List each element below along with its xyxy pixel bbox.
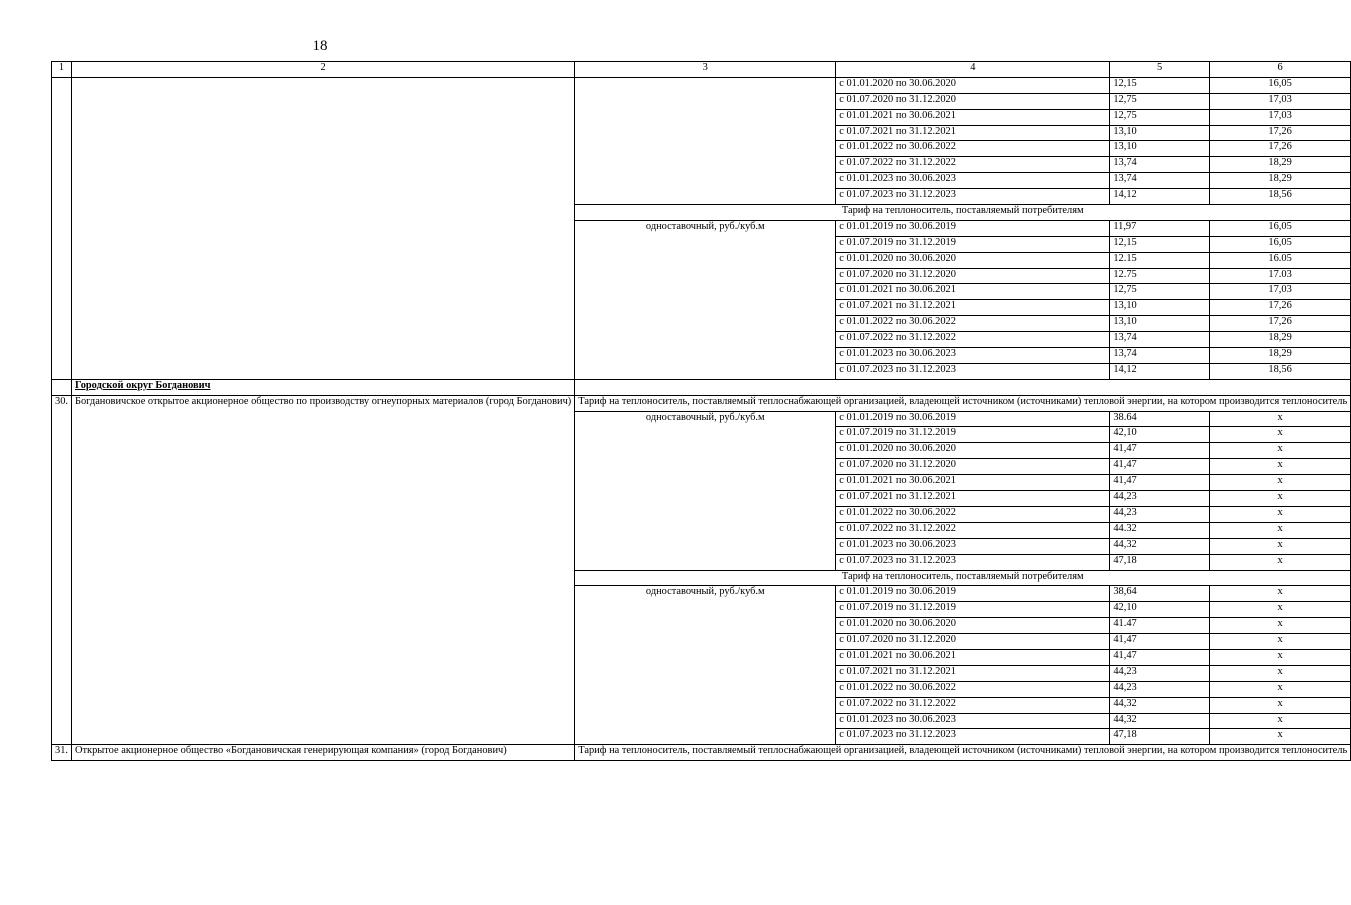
period-cell: с 01.07.2023 по 31.12.2023 — [836, 729, 1110, 745]
period-cell: с 01.07.2019 по 31.12.2019 — [836, 602, 1110, 618]
period-cell: с 01.07.2021 по 31.12.2021 — [836, 125, 1110, 141]
tariff-value-cell: х — [1209, 586, 1350, 602]
tariff-value-cell: 14,12 — [1110, 189, 1210, 205]
region-title — [72, 379, 575, 395]
period-cell: с 01.07.2020 по 31.12.2020 — [836, 268, 1110, 284]
tariff-value-cell: 44,32 — [1110, 697, 1210, 713]
period-cell: с 01.07.2022 по 31.12.2022 — [836, 522, 1110, 538]
tariff-value-cell: 12,75 — [1110, 109, 1210, 125]
tariff-value-cell: х — [1209, 681, 1350, 697]
tariff-value-cell: х — [1209, 459, 1350, 475]
tariff-value-cell: х — [1209, 411, 1350, 427]
blank-num-cell — [52, 379, 72, 395]
tariff-value-cell: 18,56 — [1209, 363, 1350, 379]
tariff-value-cell: 17.03 — [1209, 268, 1350, 284]
tariff-title: Тариф на теплоноситель, поставляемый теплоснабжающей организацией, владеющей источником (источниками) тепловой энергии, на котором производится теплоноситель — [575, 745, 1351, 761]
tariff-value-cell: 12,15 — [1110, 236, 1210, 252]
period-cell: с 01.01.2020 по 30.06.2020 — [836, 77, 1110, 93]
period-cell: с 01.07.2023 по 31.12.2023 — [836, 363, 1110, 379]
tariff-value-cell: 13,74 — [1110, 157, 1210, 173]
tariff-value-cell: 13,74 — [1110, 332, 1210, 348]
period-cell: с 01.07.2021 по 31.12.2021 — [836, 665, 1110, 681]
tariff-value-cell: 16,05 — [1209, 220, 1350, 236]
tariff-value-cell: 44,23 — [1110, 506, 1210, 522]
tariff-value-cell: 42,10 — [1110, 602, 1210, 618]
tariff-value-cell: 41,47 — [1110, 649, 1210, 665]
period-cell: с 01.01.2019 по 30.06.2019 — [836, 586, 1110, 602]
tariff-value-cell: 13,10 — [1110, 316, 1210, 332]
tariff-value-cell: 41,47 — [1110, 443, 1210, 459]
period-cell: с 01.01.2022 по 30.06.2022 — [836, 316, 1110, 332]
period-cell: с 01.01.2021 по 30.06.2021 — [836, 649, 1110, 665]
tariff-value-cell: х — [1209, 649, 1350, 665]
tariff-value-cell: х — [1209, 665, 1350, 681]
period-cell: с 01.01.2019 по 30.06.2019 — [836, 220, 1110, 236]
tariff-value-cell: х — [1209, 634, 1350, 650]
tariff-value-cell: 17,26 — [1209, 141, 1350, 157]
tariff-value-cell: 17,26 — [1209, 316, 1350, 332]
tariff-value-cell: 13,10 — [1110, 141, 1210, 157]
column-header: 4 — [836, 62, 1110, 78]
blank-org-cell — [72, 77, 575, 379]
period-cell: с 01.07.2023 по 31.12.2023 — [836, 189, 1110, 205]
tariff-value-cell: 16,05 — [1209, 236, 1350, 252]
tariff-value-cell: 14,12 — [1110, 363, 1210, 379]
tariff-value-cell: х — [1209, 697, 1350, 713]
tariff-value-cell: 16.05 — [1209, 252, 1350, 268]
period-cell: с 01.07.2019 по 31.12.2019 — [836, 236, 1110, 252]
org-name: Богдановичское открытое акционерное общество по производству огнеупорных материалов (город Богданович) — [72, 395, 575, 745]
column-header: 6 — [1209, 62, 1350, 78]
page-number: 18 — [312, 38, 328, 54]
tariff-value-cell: 12,15 — [1110, 77, 1210, 93]
period-cell: с 01.07.2021 по 31.12.2021 — [836, 491, 1110, 507]
tariff-value-cell: 42,10 — [1110, 427, 1210, 443]
tariff-value-cell: 12,75 — [1110, 93, 1210, 109]
unit-label: одноставочный, руб./куб.м — [575, 586, 836, 745]
tariff-value-cell: 13,10 — [1110, 300, 1210, 316]
tariff-value-cell: х — [1209, 554, 1350, 570]
tariff-value-cell: 17,26 — [1209, 125, 1350, 141]
tariff-value-cell: х — [1209, 538, 1350, 554]
tariff-value-cell: 18,29 — [1209, 173, 1350, 189]
blank-cell — [575, 379, 1351, 395]
tariff-value-cell: 12.75 — [1110, 268, 1210, 284]
tariff-value-cell: х — [1209, 729, 1350, 745]
tariff-title: Тариф на теплоноситель, поставляемый потребителям — [575, 205, 1351, 221]
period-cell: с 01.07.2020 по 31.12.2020 — [836, 93, 1110, 109]
tariff-value-cell: 12.15 — [1110, 252, 1210, 268]
tariff-value-cell: х — [1209, 713, 1350, 729]
tariff-value-cell: х — [1209, 522, 1350, 538]
tariff-value-cell: х — [1209, 602, 1350, 618]
tariff-value-cell: 17,03 — [1209, 109, 1350, 125]
period-cell: с 01.07.2020 по 31.12.2020 — [836, 634, 1110, 650]
tariff-title: Тариф на теплоноситель, поставляемый теплоснабжающей организацией, владеющей источником (источниками) тепловой энергии, на котором производится теплоноситель — [575, 395, 1351, 411]
period-cell: с 01.01.2023 по 30.06.2023 — [836, 348, 1110, 364]
tariff-value-cell: 18,56 — [1209, 189, 1350, 205]
tariff-value-cell: 18,29 — [1209, 332, 1350, 348]
tariff-value-cell: 41,47 — [1110, 634, 1210, 650]
period-cell: с 01.01.2023 по 30.06.2023 — [836, 173, 1110, 189]
tariff-value-cell: 11,97 — [1110, 220, 1210, 236]
tariff-value-cell: х — [1209, 427, 1350, 443]
period-cell: с 01.01.2022 по 30.06.2022 — [836, 681, 1110, 697]
tariff-value-cell: х — [1209, 491, 1350, 507]
tariff-value-cell: 47,18 — [1110, 554, 1210, 570]
tariff-value-cell: 12,75 — [1110, 284, 1210, 300]
tariff-value-cell: 41,47 — [1110, 459, 1210, 475]
tariff-value-cell: 17,03 — [1209, 284, 1350, 300]
tariff-value-cell: х — [1209, 475, 1350, 491]
header-row — [52, 62, 1351, 78]
period-cell: с 01.01.2022 по 30.06.2022 — [836, 141, 1110, 157]
tariff-table-body — [52, 62, 1351, 761]
tariff-value-cell: 44,32 — [1110, 538, 1210, 554]
org-row — [52, 395, 1351, 411]
period-cell: с 01.01.2020 по 30.06.2020 — [836, 252, 1110, 268]
tariff-value-cell: 18,29 — [1209, 157, 1350, 173]
tariff-value-cell: 38,64 — [1110, 586, 1210, 602]
tariff-row — [52, 77, 1351, 93]
period-cell: с 01.01.2020 по 30.06.2020 — [836, 618, 1110, 634]
period-cell: с 01.07.2020 по 31.12.2020 — [836, 459, 1110, 475]
tariff-value-cell: х — [1209, 618, 1350, 634]
tariff-value-cell: х — [1209, 443, 1350, 459]
tariff-value-cell: 16,05 — [1209, 77, 1350, 93]
org-number: 30. — [52, 395, 72, 745]
tariff-value-cell: 41.47 — [1110, 618, 1210, 634]
column-header: 5 — [1110, 62, 1210, 78]
tariff-value-cell: 13,74 — [1110, 348, 1210, 364]
period-cell: с 01.01.2021 по 30.06.2021 — [836, 284, 1110, 300]
tariff-title: Тариф на теплоноситель, поставляемый потребителям — [575, 570, 1351, 586]
tariff-value-cell: 44,23 — [1110, 681, 1210, 697]
region-title-text: Городской округ Богданович — [75, 379, 211, 391]
period-cell: с 01.01.2022 по 30.06.2022 — [836, 506, 1110, 522]
org-name: Открытое акционерное общество «Богдановичская генерирующая компания» (город Богданович) — [72, 745, 575, 761]
tariff-table — [51, 61, 1351, 761]
tariff-value-cell: 44,32 — [1110, 713, 1210, 729]
period-cell: с 01.01.2023 по 30.06.2023 — [836, 538, 1110, 554]
org-number: 31. — [52, 745, 72, 761]
period-cell: с 01.07.2022 по 31.12.2022 — [836, 157, 1110, 173]
org-row — [52, 745, 1351, 761]
unit-label: одноставочный, руб./куб.м — [575, 411, 836, 570]
tariff-value-cell: 44.32 — [1110, 522, 1210, 538]
tariff-value-cell: х — [1209, 506, 1350, 522]
period-cell: с 01.07.2019 по 31.12.2019 — [836, 427, 1110, 443]
period-cell: с 01.01.2020 по 30.06.2020 — [836, 443, 1110, 459]
period-cell: с 01.01.2019 по 30.06.2019 — [836, 411, 1110, 427]
period-cell: с 01.01.2023 по 30.06.2023 — [836, 713, 1110, 729]
tariff-value-cell: 44,23 — [1110, 665, 1210, 681]
period-cell: с 01.01.2021 по 30.06.2021 — [836, 109, 1110, 125]
period-cell: с 01.07.2022 по 31.12.2022 — [836, 332, 1110, 348]
tariff-value-cell: 13,74 — [1110, 173, 1210, 189]
column-header: 2 — [72, 62, 575, 78]
region-row — [52, 379, 1351, 395]
period-cell: с 01.07.2021 по 31.12.2021 — [836, 300, 1110, 316]
tariff-value-cell: 18,29 — [1209, 348, 1350, 364]
tariff-value-cell: 17,03 — [1209, 93, 1350, 109]
blank-unit-cell — [575, 77, 836, 204]
tariff-value-cell: 13,10 — [1110, 125, 1210, 141]
column-header: 1 — [52, 62, 72, 78]
period-cell: с 01.01.2021 по 30.06.2021 — [836, 475, 1110, 491]
tariff-value-cell: 44,23 — [1110, 491, 1210, 507]
period-cell: с 01.07.2022 по 31.12.2022 — [836, 697, 1110, 713]
blank-num-cell — [52, 77, 72, 379]
tariff-value-cell: 41,47 — [1110, 475, 1210, 491]
column-header: 3 — [575, 62, 836, 78]
unit-label: одноставочный, руб./куб.м — [575, 220, 836, 379]
tariff-value-cell: 17,26 — [1209, 300, 1350, 316]
tariff-value-cell: 47,18 — [1110, 729, 1210, 745]
period-cell: с 01.07.2023 по 31.12.2023 — [836, 554, 1110, 570]
tariff-value-cell: 38.64 — [1110, 411, 1210, 427]
